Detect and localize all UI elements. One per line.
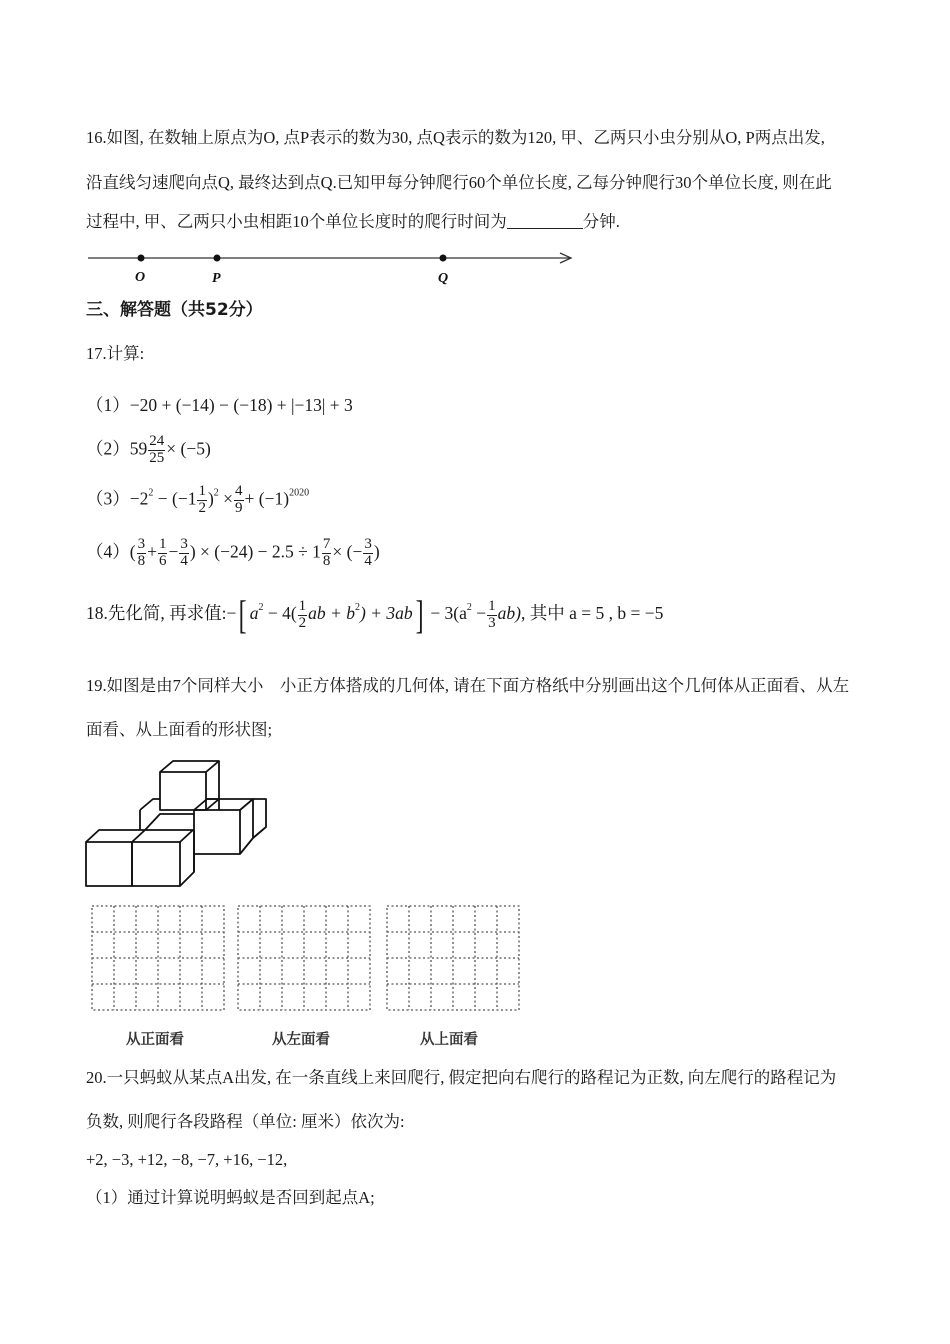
cube-figure [84,758,274,890]
denominator: 8 [322,552,331,569]
numerator: 3 [364,536,372,552]
number-line [86,245,586,289]
fraction [179,537,189,570]
exponent: 2 [258,602,264,614]
grid-front-view [90,904,226,1014]
exponent: 2 [354,602,360,614]
fraction [363,537,373,570]
point-q [440,255,447,262]
denominator: 6 [158,552,167,569]
exponent: 2 [148,487,154,499]
expr-part: ) + 3ab [359,603,413,624]
label-o: O [135,270,146,285]
expr-part: + (−1) [244,488,290,509]
expr-part: − [226,603,237,624]
denominator: 25 [149,449,165,466]
expr-part: ab + b [308,603,355,624]
q17-title: 17.计算: [86,344,145,363]
expr-part: − 4( [263,603,297,624]
expr-part: ) × (−24) − 2.5 ÷ 1 [189,541,321,562]
denominator: 2 [298,614,307,631]
fraction [298,599,308,632]
expr-part: ) [207,488,214,509]
q18-line [86,592,664,637]
expr-part: × (− [332,541,363,562]
q17-item-4 [86,537,380,570]
label-p: P [212,271,221,286]
q17-item-1 [86,395,353,416]
q18-condition: , 其中 a = 5 , b = −5 [520,603,664,624]
q17-item-1-label: （1） [86,395,130,415]
q20-line4: （1）通过计算说明蚂蚁是否回到起点A; [86,1188,375,1207]
fraction [197,484,207,517]
numerator: 4 [235,483,243,499]
numerator: 3 [137,536,146,552]
fraction [322,537,332,570]
operator: + [147,541,157,562]
expr-part: a [249,603,259,624]
answer-blank [507,214,583,229]
expr-part: ab) [497,603,521,624]
grid-left-view [236,904,372,1014]
q17-item-3 [86,484,309,517]
label-q: Q [438,271,449,286]
expr-part: − 3(a [425,603,467,624]
denominator: 8 [137,552,146,569]
numerator: 1 [158,536,167,552]
grid-label-front: 从正面看 [126,1032,184,1048]
expr-part: −2 [129,488,149,509]
exponent: 2 [466,602,472,614]
numerator: 7 [322,536,331,552]
denominator: 3 [488,614,496,631]
fraction [158,537,168,570]
grid-top-view [385,904,521,1014]
numerator: 1 [198,483,206,499]
q20-line3: +2, −3, +12, −8, −7, +16, −12, [86,1150,288,1169]
q16-line3-text: 过程中, 甲、乙两只小虫相距10个单位长度时的爬行时间为 [86,212,507,231]
expr-part: − [471,603,487,624]
q17-item-2-tail: × (−5) [166,438,211,459]
exponent: 2 [213,487,219,499]
point-p [214,255,221,262]
denominator: 4 [180,552,188,569]
q17-item-2-whole: 59 [129,438,148,459]
section-title: 三、解答题（共52分） [86,300,263,320]
fraction [137,537,147,570]
q19-line2: 面看、从上面看的形状图; [86,720,273,739]
denominator: 9 [235,499,243,516]
q17-item-2 [86,434,211,467]
q16-line3 [86,212,620,232]
q17-item-3-label: （3） [86,488,130,509]
expr-part: − (−1 [153,488,197,509]
q16-line1: 16.如图, 在数轴上原点为O, 点P表示的数为30, 点Q表示的数为120, 甲、乙两只小虫分别从O, P两点出发, [86,128,825,147]
q17-item-2-label: （2） [86,438,130,459]
denominator: 4 [364,552,372,569]
fraction [487,599,497,632]
expr-part: ) [373,541,380,562]
numerator: 1 [298,597,307,614]
q19-line1: 19.如图是由7个同样大小 小正方体搭成的几何体, 请在下面方格纸中分别画出这个几何体从正面看、从左 [86,676,850,695]
fraction [234,484,244,517]
numerator: 24 [149,433,165,449]
numerator: 3 [180,536,188,552]
numerator: 1 [488,597,496,614]
fraction [148,434,165,467]
q17-item-1-expr: −20 + (−14) − (−18) + |−13| + 3 [129,395,353,415]
q17-item-4-label: （4） [86,541,130,562]
exponent: 2020 [289,487,310,499]
q20-line2: 负数, 则爬行各段路程（单位: 厘米）依次为: [86,1112,405,1131]
grid-label-top: 从上面看 [420,1032,478,1048]
q16-line3-unit: 分钟. [582,212,620,231]
right-bracket: ] [415,592,424,637]
q20-line1: 20.一只蚂蚁从某点A出发, 在一条直线上来回爬行, 假定把向右爬行的路程记为正数, 向左爬行的路程记为 [86,1068,837,1087]
expr-part: × [218,488,234,509]
grid-label-left: 从左面看 [272,1032,330,1048]
q18-title: 18.先化简, 再求值: [86,603,227,624]
expr-part: ( [129,541,136,562]
q16-line2: 沿直线匀速爬向点Q, 最终达到点Q.已知甲每分钟爬行60个单位长度, 乙每分钟爬行30个单位长度, 则在此 [86,173,832,192]
denominator: 2 [198,499,206,516]
operator: − [168,541,179,562]
point-o [138,255,145,262]
left-bracket: [ [239,592,248,637]
